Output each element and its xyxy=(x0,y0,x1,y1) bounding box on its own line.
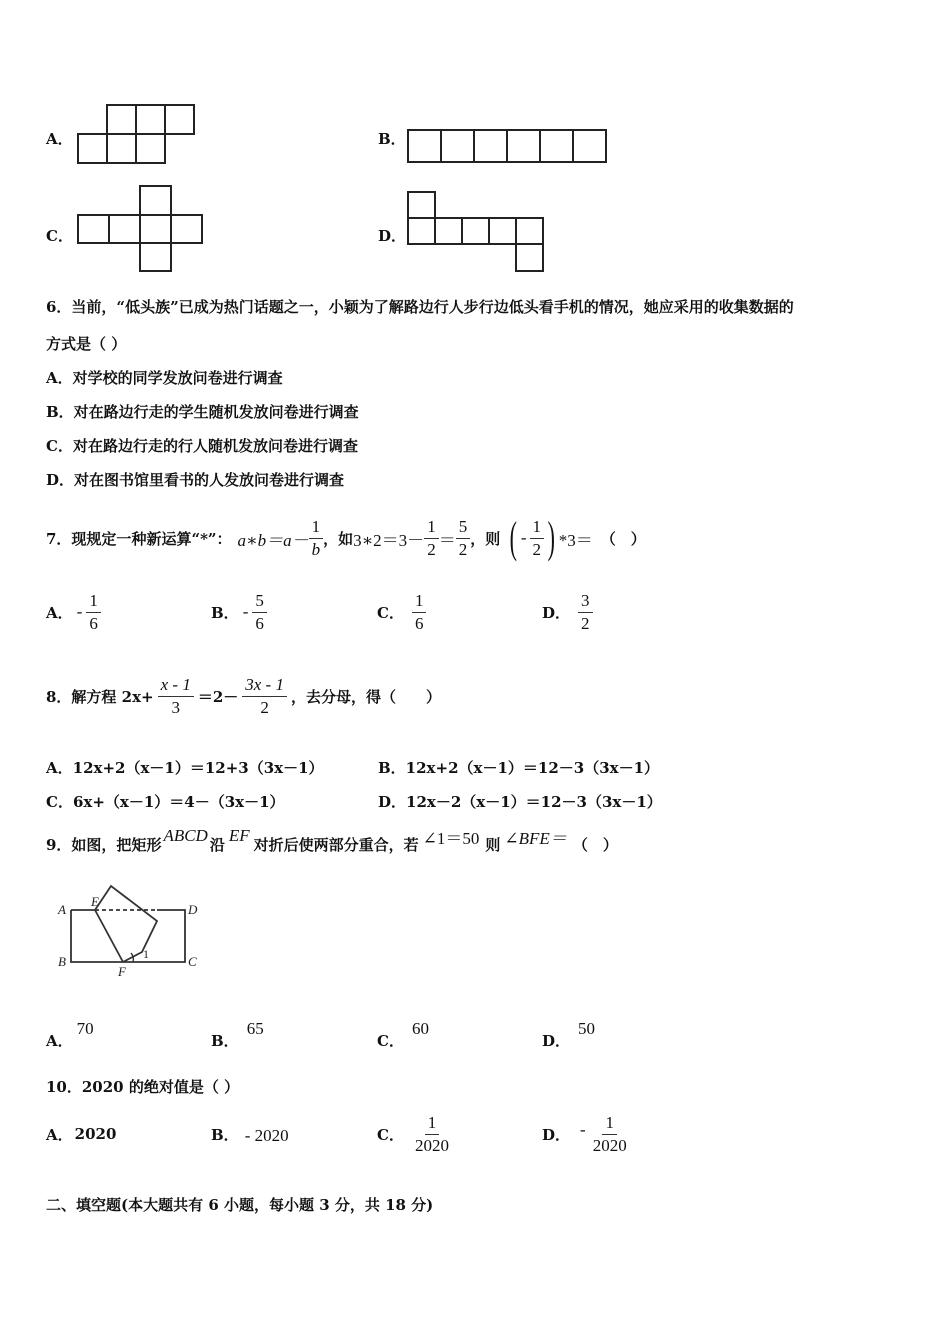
q9-label-c: C xyxy=(188,954,197,969)
q8-mid: ＝2－ xyxy=(197,687,239,706)
q9-ze: 则 xyxy=(485,835,501,854)
q9-angle1: ∠1＝50 xyxy=(422,828,480,848)
q5-option-b-label: B． xyxy=(378,130,406,148)
section2-heading: 二、填空题(本大题共有 6 小题，每小题 3 分，共 18 分) xyxy=(46,1196,434,1214)
q9-stem xyxy=(46,826,618,862)
q7-options xyxy=(46,586,746,638)
q10-option-d[interactable]: D． - $\frac{1}{2020}$ xyxy=(542,1112,627,1155)
q7-prefix: 7．现规定一种新运算“*”： xyxy=(46,529,232,548)
q7-option-b[interactable]: B． - $\frac{5}{6}$ xyxy=(211,586,267,638)
q8-option-d[interactable]: D．12x－2（x－1）＝12－3（3x－1） xyxy=(378,793,662,811)
q9-yan: 沿 xyxy=(209,835,225,854)
q6-stem-line1: 6．当前，“低头族”已成为热门话题之一，小颖为了解路边行人步行边低头看手机的情况，她应采用的收集数据的 xyxy=(46,298,794,316)
q7-definition: a∗b＝a－ xyxy=(237,530,309,550)
q9-option-a[interactable]: A．70 xyxy=(46,1019,94,1050)
q9-answer-blank: （ ） xyxy=(572,835,618,854)
q5-net-c[interactable] xyxy=(76,184,206,274)
q6-option-d[interactable]: D．对在图书馆里看书的人发放问卷进行调查 xyxy=(46,471,345,489)
q5-net-b[interactable] xyxy=(406,129,610,165)
q6-stem-line2: 方式是（ ） xyxy=(46,335,127,353)
q8-stem xyxy=(46,670,441,722)
q9-rectangle-figure xyxy=(55,880,205,980)
q9-option-c[interactable]: C．60 xyxy=(377,1019,429,1050)
q6-option-c[interactable]: C．对在路边行走的行人随机发放问卷进行调查 xyxy=(46,437,358,455)
q9-ef: EF xyxy=(228,826,250,845)
q10-option-c[interactable]: C． $\frac{1}{2020}$ xyxy=(377,1112,449,1155)
q5-option-a-label: A． xyxy=(46,130,73,148)
q9-bfe: ∠BFE＝ xyxy=(504,828,567,848)
q5-option-d-label: D． xyxy=(378,227,407,245)
q7-ru: ，如 xyxy=(323,529,354,548)
q5-option-c-label: C． xyxy=(46,227,73,245)
q7-ex-eq: ＝ xyxy=(438,530,456,550)
q6-option-a[interactable]: A．对学校的同学发放问卷进行调查 xyxy=(46,369,283,387)
q7-option-c[interactable]: C． $\frac{1}{6}$ xyxy=(377,586,426,638)
q9-option-b[interactable]: B．65 xyxy=(211,1019,264,1050)
q9-prefix: 9．如图，把矩形 xyxy=(46,835,162,854)
q8-suffix: ，去分母，得（ ） xyxy=(290,687,441,706)
q9-label-f: F xyxy=(118,964,126,979)
q9-label-b: B xyxy=(58,954,66,969)
q7-example: 3∗2＝3－ xyxy=(353,530,425,550)
q10-option-b[interactable]: B． - 2020 xyxy=(211,1125,289,1145)
q9-label-a: A xyxy=(58,902,66,917)
q10-option-a[interactable]: A． 2020 xyxy=(46,1125,117,1144)
q5-net-d[interactable] xyxy=(406,190,546,274)
q9-mid: 对折后使两部分重合，若 xyxy=(253,835,419,854)
q7-def-fraction: $\frac{1}{b}$ xyxy=(309,516,324,561)
q7-ex-fraction1: $\frac{1}{2}$ xyxy=(424,516,439,561)
q7-answer-blank: （ ） xyxy=(600,529,646,548)
q9-option-d[interactable]: D．50 xyxy=(542,1019,596,1050)
q7-stem xyxy=(46,508,646,568)
q7-paren-expr: ( - $\frac{1}{2}$ ) *3＝ xyxy=(509,513,593,562)
q9-options xyxy=(46,1018,746,1050)
q8-fraction2: $\frac{3x - 1}{2}$ xyxy=(242,674,287,719)
q8-option-a[interactable]: A．12x+2（x－1）＝12+3（3x－1） xyxy=(46,759,324,777)
q7-option-d[interactable]: D． $\frac{3}{2}$ xyxy=(542,586,593,638)
q6-option-b[interactable]: B．对在路边行走的学生随机发放问卷进行调查 xyxy=(46,403,359,421)
q10-stem: 10．2020 的绝对值是（ ） xyxy=(46,1078,240,1096)
q8-option-b[interactable]: B．12x+2（x－1）＝12－3（3x－1） xyxy=(378,759,660,777)
q7-ex-fraction2: $\frac{5}{2}$ xyxy=(456,516,471,561)
q9-label-1: 1 xyxy=(143,947,149,961)
q8-prefix: 8．解方程 2x+ xyxy=(46,687,154,706)
q9-abcd: ABCD xyxy=(163,826,208,845)
q5-net-a[interactable] xyxy=(76,104,198,166)
q10-options xyxy=(46,1108,746,1160)
q9-label-d: D xyxy=(188,902,198,917)
q9-label-e: E xyxy=(91,894,99,909)
q7-ze: ，则 xyxy=(470,529,501,548)
q7-option-a[interactable]: A． - $\frac{1}{6}$ xyxy=(46,586,101,638)
q8-fraction1: $\frac{x - 1}{3}$ xyxy=(158,674,194,719)
q8-option-c[interactable]: C．6x+（x－1）＝4－（3x－1） xyxy=(46,793,285,811)
